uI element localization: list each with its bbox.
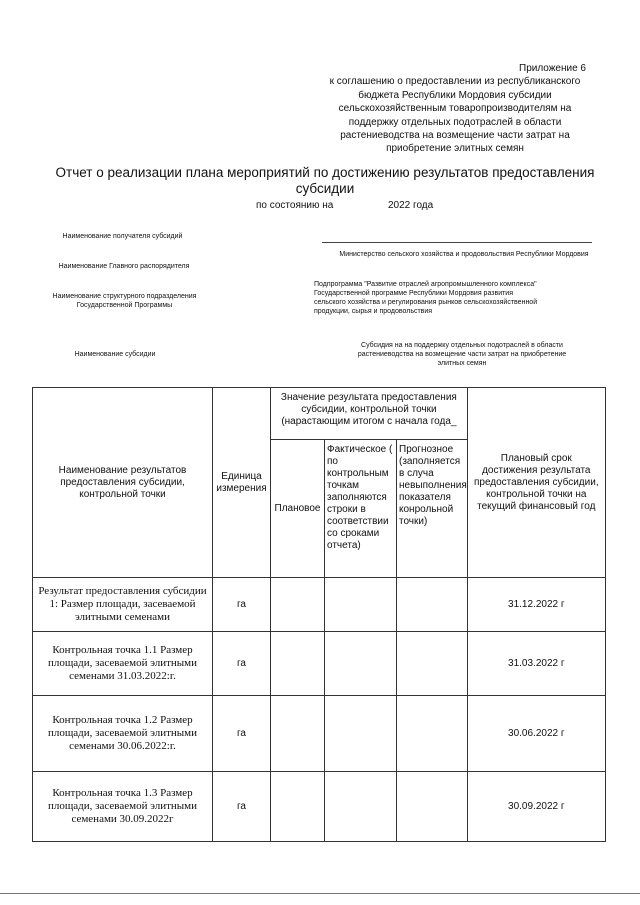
subsidy-value-line: растениеводства на возмещение части затрат на приобретение: [357, 351, 567, 358]
header-value-group: Значение результата предоставления субсидии, контрольной точки (нарастающим итогом с начала года_: [271, 388, 468, 440]
row-forecast[interactable]: [397, 772, 468, 842]
appendix-line: растениеводства на возмещение части затрат на: [340, 130, 570, 142]
header-planned: Плановое: [271, 440, 325, 578]
row-name: Контрольная точка 1.3 Размер площади, засеваемой элитными семенами 30.09.2022г: [33, 772, 213, 842]
row-name: Контрольная точка 1.1 Размер площади, засеваемой элитными семенами 31.03.2022:г.: [33, 632, 213, 696]
row-name: Контрольная точка 1.2 Размер площади, засеваемой элитными семенами 30.06.2022:г.: [33, 696, 213, 772]
manager-label: Наименование Главного распорядителя: [58, 263, 190, 270]
row-unit: га: [213, 578, 271, 632]
appendix-line: приобретение элитных семян: [386, 143, 524, 155]
header-unit: Единица измерения: [213, 388, 271, 578]
row-unit: га: [213, 772, 271, 842]
subdivision-value: [314, 280, 614, 316]
appendix-block: [310, 62, 600, 156]
subsidy-label: Наименование субсидии: [74, 351, 156, 358]
page-bottom-rule: [0, 893, 640, 894]
row-planned[interactable]: [271, 772, 325, 842]
row-actual[interactable]: [325, 632, 397, 696]
subdivision-label-line: Наименование структурного подразделения: [52, 293, 197, 300]
subdivision-label: [32, 292, 217, 310]
report-year: 2022 года: [388, 200, 434, 211]
row-deadline: 30.09.2022 г: [467, 772, 605, 842]
subdivision-value-line: Подпрограмма "Развитие отраслей агропромышленного комплекса": [314, 281, 537, 288]
row-unit: га: [213, 632, 271, 696]
subsidy-value-line: элитных семян: [437, 360, 487, 367]
appendix-title: Приложение 6: [519, 63, 586, 74]
subdivision-label-line: Государственной Программы: [76, 302, 173, 309]
table-row: [33, 696, 606, 772]
header-forecast: Прогнозное (заполняется в случа невыполнения показателя конрольной точки): [397, 440, 468, 578]
row-forecast[interactable]: [397, 696, 468, 772]
row-deadline: 31.03.2022 г: [467, 632, 605, 696]
table-row: [33, 578, 606, 632]
recipient-underline: [322, 242, 592, 243]
report-title: [40, 165, 610, 197]
as-of-label: по состоянию на: [256, 200, 334, 211]
appendix-line: бюджета Республики Мордовия субсидии: [358, 89, 552, 101]
subdivision-value-line: продукции, сырья и продовольствия: [314, 308, 433, 315]
subdivision-value-line: Государственной программе Республики Мордовия развития: [314, 290, 514, 297]
row-actual[interactable]: [325, 578, 397, 632]
row-name: Результат предоставления субсидии 1: Размер площади, засеваемой элитными семенами: [33, 578, 213, 632]
appendix-line: поддержку отдельных подотраслей в области: [348, 116, 562, 128]
row-planned[interactable]: [271, 696, 325, 772]
subsidy-value-line: Субсидия на на поддержку отдельных подотраслей в области: [361, 342, 563, 349]
header-name: Наименование результатов предоставления субсидии, контрольной точки: [33, 388, 213, 578]
row-actual[interactable]: [325, 772, 397, 842]
recipient-label: Наименование получателя субсидий: [62, 233, 183, 240]
row-planned[interactable]: [271, 632, 325, 696]
row-forecast[interactable]: [397, 578, 468, 632]
header-deadline: Плановый срок достижения результата предоставления субсидии, контрольной точки на текущий финансовый год: [467, 388, 605, 578]
subdivision-value-line: сельского хозяйства и регулирования рынков сельскохозяйственной: [314, 299, 538, 306]
table-row: [33, 632, 606, 696]
row-actual[interactable]: [325, 696, 397, 772]
subsidy-value: [312, 341, 612, 368]
appendix-line: к соглашению о предоставлении из республиканского: [329, 76, 581, 88]
appendix-line: сельскохозяйственным товаропроизводителям на: [338, 103, 572, 115]
report-title-line: субсидии: [295, 181, 355, 196]
table-row: [33, 772, 606, 842]
results-table: [32, 387, 606, 842]
row-unit: га: [213, 696, 271, 772]
manager-value: Министерство сельского хозяйства и продовольствия Республики Мордовия: [339, 251, 589, 258]
report-title-line: Отчет о реализации плана мероприятий по достижению результатов предоставления: [55, 165, 595, 180]
row-planned[interactable]: [271, 578, 325, 632]
row-deadline: 30.06.2022 г: [467, 696, 605, 772]
header-actual: Фактическое ( по контрольным точкам заполняются строки в соответствии со сроками отчета): [325, 440, 397, 578]
row-deadline: 31.12.2022 г: [467, 578, 605, 632]
row-forecast[interactable]: [397, 632, 468, 696]
